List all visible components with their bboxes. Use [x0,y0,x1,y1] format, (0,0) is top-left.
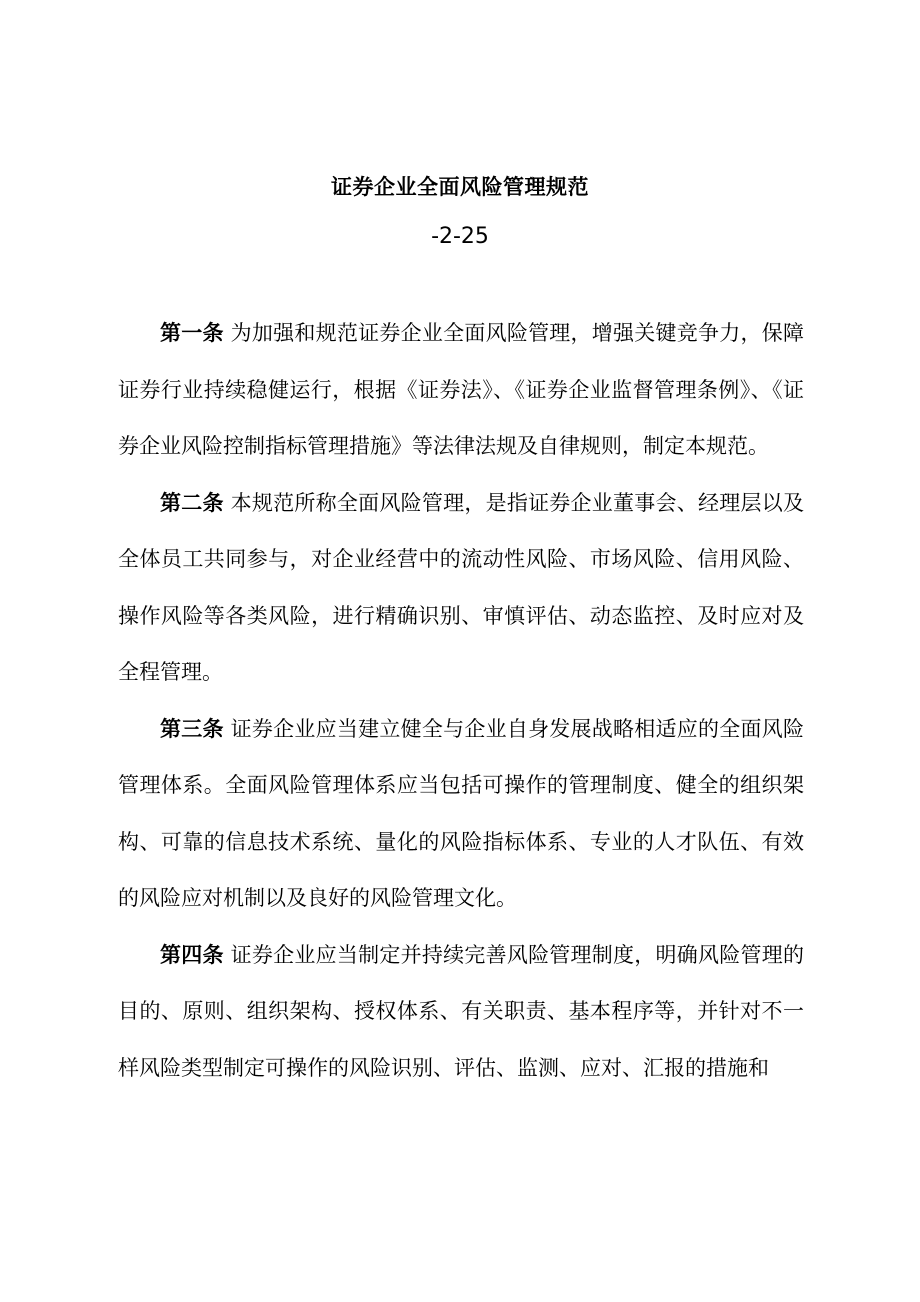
article-1 [118,305,804,475]
article-text: 证券企业应当建立健全与企业自身发展战略相适应的全面风险管理体系。全面风险管理体系应当包括可操作的管理制度、健全的组织架构、可靠的信息技术系统、量化的风险指标体系、专业的人才队伍、有效的风险应对机制以及良好的风险管理文化。 [118,716,804,910]
article-text: 本规范所称全面风险管理，是指证券企业董事会、经理层以及全体员工共同参与，对企业经营中的流动性风险、市场风险、信用风险、操作风险等各类风险，进行精确识别、审慎评估、动态监控、及时应对及全程管理。 [118,490,804,684]
article-4 [118,927,804,1097]
article-number: 第二条 [160,490,224,515]
document-title: 证券企业全面风险管理规范 [331,175,589,199]
document-body [118,305,804,1096]
document-date: -2-25 [431,224,489,249]
article-3 [118,701,804,927]
article-text: 为加强和规范证券企业全面风险管理，增强关键竞争力，保障证券行业持续稳健运行，根据《证券法》、《证券企业监督管理条例》、《证券企业风险控制指标管理措施》等法律法规及自律规则，制定本规范。 [118,321,804,458]
article-number: 第一条 [160,321,224,345]
article-number: 第四条 [160,942,224,967]
article-number: 第三条 [160,716,224,741]
article-text: 证券企业应当制定并持续完善风险管理制度，明确风险管理的目的、原则、组织架构、授权体系、有关职责、基本程序等，并针对不一样风险类型制定可操作的风险识别、评估、监测、应对、汇报的措施和 [118,942,804,1080]
article-2 [118,475,804,701]
